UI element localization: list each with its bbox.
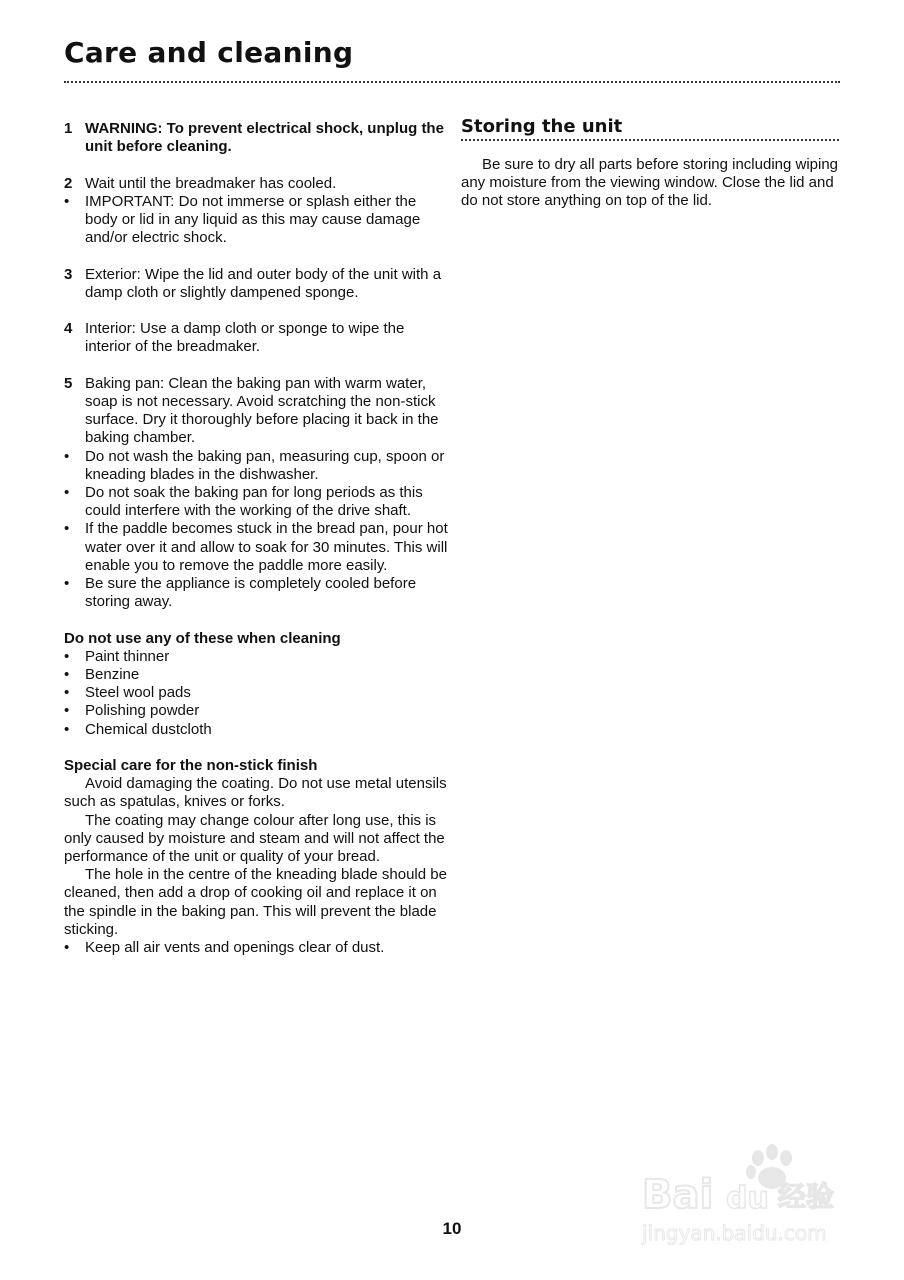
bullet-icon: • [64, 684, 70, 702]
list-item-text: Paint thinner [85, 647, 170, 665]
list-item [64, 702, 450, 720]
bullet-text: If the paddle becomes stuck in the bread pan, pour hot water over it and allow to soak for 30 minutes. This will enable you to remove the paddle more easily. [85, 520, 448, 574]
list-item [64, 666, 450, 684]
baidu-watermark-logo [640, 1140, 860, 1250]
special-care-paragraph: The hole in the centre of the kneading blade should be cleaned, then add a drop of cooking oil and replace it on the spindle in the baking pan. This will prevent the blade sticking. [64, 866, 447, 938]
step-text: Baking pan: Clean the baking pan with warm water, soap is not necessary. Avoid scratching the non-stick surface. Dry it thoroughly before placing it back in the baking chamber. [85, 374, 439, 447]
list-item-text: Polishing powder [85, 702, 200, 720]
storing-paragraph: Be sure to dry all parts before storing including wiping any moisture from the viewing window. Close the lid and do not store anything on top of the lid. [461, 156, 839, 210]
step-number: 3 [64, 265, 73, 283]
bullet-icon: • [64, 575, 70, 593]
step-1 [64, 120, 450, 156]
list-item-text: Steel wool pads [85, 684, 191, 702]
step-text: WARNING: To prevent electrical shock, unplug the unit before cleaning. [85, 120, 444, 156]
list-item-text: Chemical dustcloth [85, 720, 212, 738]
bullet-icon: • [64, 484, 70, 501]
step-2 [64, 175, 450, 193]
step-3 [64, 266, 450, 302]
section-divider [461, 139, 839, 141]
page-title: Care and cleaning [64, 36, 354, 69]
bullet-icon: • [64, 702, 70, 720]
step-number: 2 [64, 174, 73, 192]
bullet-item [64, 448, 450, 484]
bullet-text: IMPORTANT: Do not immerse or splash either the body or lid in any liquid as this may cause damage and/or electric shock. [85, 192, 421, 247]
left-column [64, 120, 450, 957]
bullet-item [64, 193, 450, 248]
right-column [461, 116, 843, 211]
list-item [64, 721, 450, 739]
step-text: Exterior: Wipe the lid and outer body of the unit with a damp cloth or slightly dampened sponge. [85, 265, 442, 301]
svg-text:jingyan.baidu.com: jingyan.baidu.com [642, 1221, 827, 1245]
special-care-heading: Special care for the non-stick finish [64, 757, 318, 775]
bullet-icon: • [64, 939, 70, 957]
step-text: Interior: Use a damp cloth or sponge to wipe the interior of the breadmaker. [85, 320, 405, 356]
page-number: 10 [442, 1219, 462, 1238]
svg-text:经验: 经验 [778, 1180, 835, 1213]
bullet-icon: • [64, 520, 70, 538]
bullet-text: Do not soak the baking pan for long periods as this could interfere with the working of the drive shaft. [85, 484, 423, 520]
do-not-use-heading: Do not use any of these when cleaning [64, 629, 341, 647]
bullet-icon: • [64, 666, 70, 684]
special-care-paragraph: Avoid damaging the coating. Do not use metal utensils such as spatulas, knives or forks. [64, 775, 447, 811]
bullet-icon: • [64, 192, 70, 210]
bullet-item [64, 520, 450, 575]
list-item [64, 648, 450, 666]
bullet-item [64, 939, 450, 957]
special-care-paragraph: The coating may change colour after long use, this is only caused by moisture and steam and will not affect the performance of the unit or quality of your bread. [64, 811, 445, 866]
bullet-text: Do not wash the baking pan, measuring cup, spoon or kneading blades in the dishwasher. [85, 447, 445, 483]
svg-text:Bai: Bai [642, 1172, 714, 1218]
bullet-icon: • [64, 447, 70, 465]
title-divider [64, 81, 840, 83]
list-item-text: Benzine [85, 666, 140, 684]
bullet-icon: • [64, 647, 70, 665]
step-5 [64, 375, 450, 448]
bullet-text: Be sure the appliance is completely cooled before storing away. [85, 575, 417, 611]
bullet-item [64, 484, 450, 520]
list-item [64, 684, 450, 702]
step-number: 1 [64, 120, 73, 137]
section-title: Storing the unit [461, 116, 623, 137]
bullet-icon: • [64, 720, 70, 738]
step-number: 5 [64, 374, 73, 392]
bullet-item [64, 575, 450, 611]
step-4 [64, 320, 450, 356]
bullet-text: Keep all air vents and openings clear of dust. [85, 939, 385, 957]
step-number: 4 [64, 320, 73, 338]
svg-text:du: du [726, 1181, 769, 1216]
step-text: Wait until the breadmaker has cooled. [85, 174, 337, 192]
